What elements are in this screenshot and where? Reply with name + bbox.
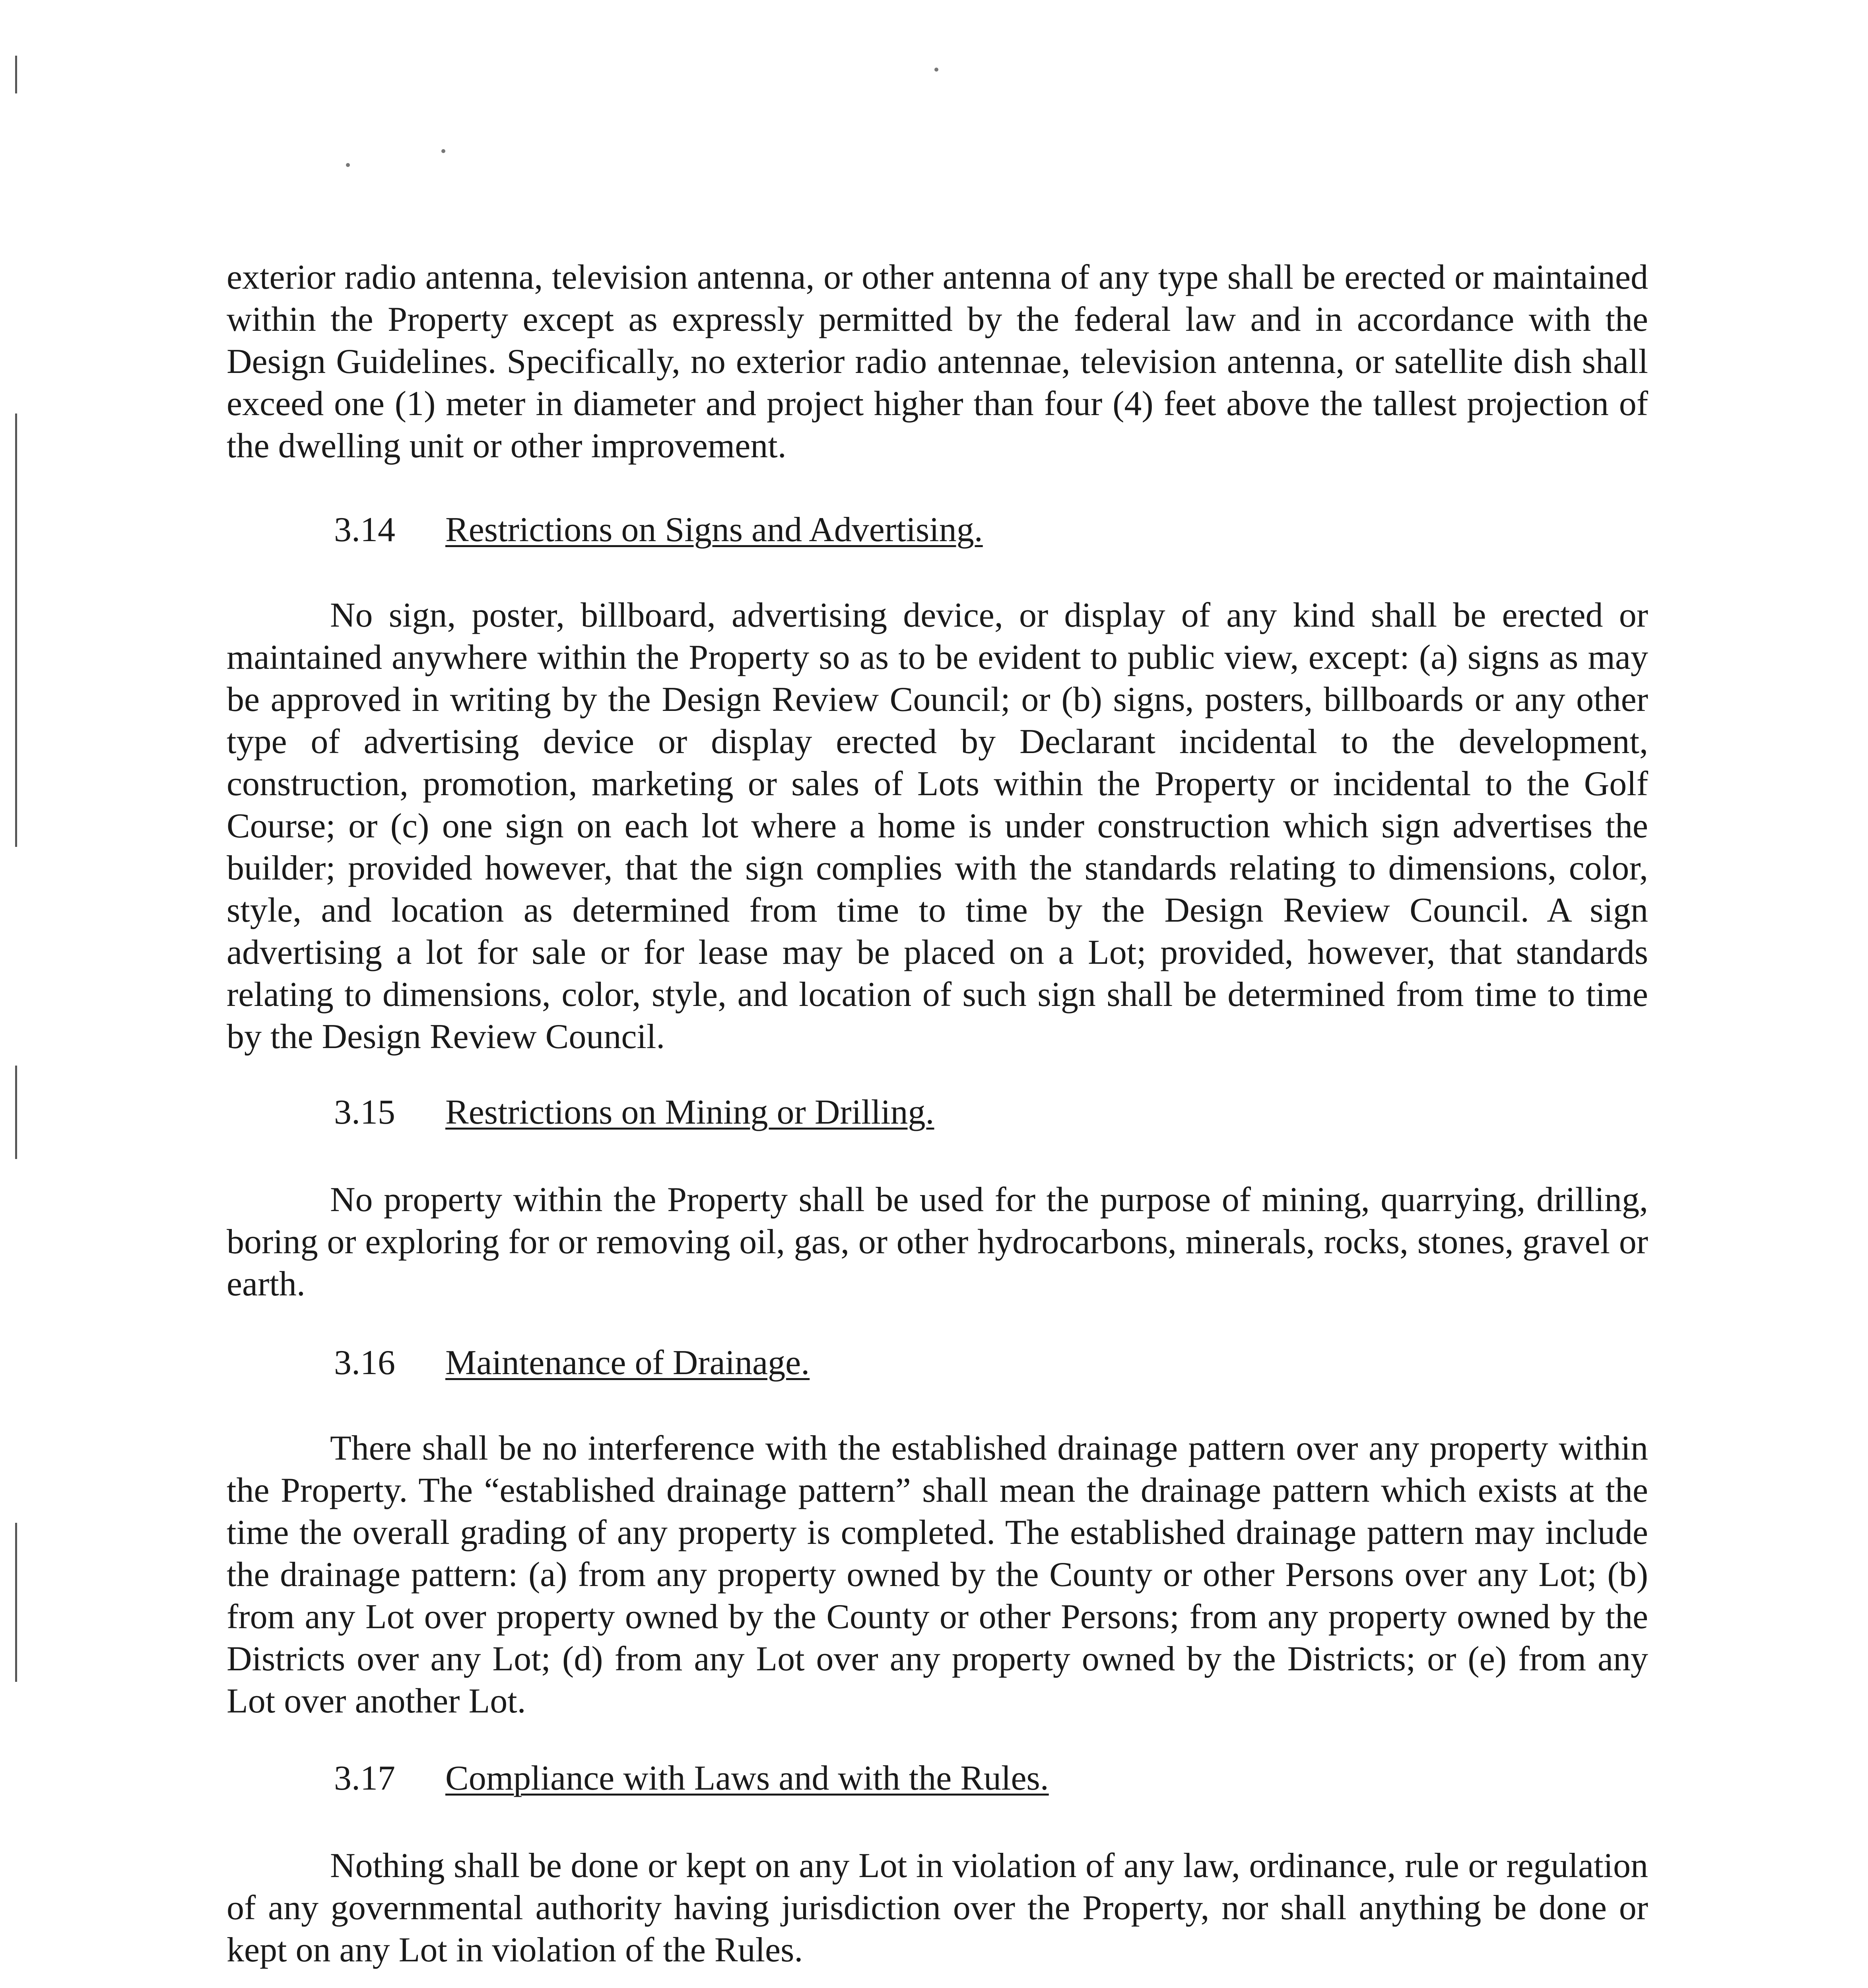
scan-mark (15, 1066, 17, 1159)
section-body-3-14: No sign, poster, billboard, advertising device, or display of any kind shall be erected or maintained anywhere within the Property so as to be evident to public view, except: (a) signs as may be approved in writing by the Design Review Council; or (b) signs, posters, billboards or any other type of advertising device or display erected by Declarant incidental to the development, construction, promotion, marketing or sales of Lots within the Property or incidental to the Golf Course; or (c) one sign on each lot where a home is under construction which sign advertises the builder; provided however, that the sign complies with the standards relating to dimensions, color, style, and location as determined from time to time by the Design Review Council. A sign advertising a lot for sale or for lease may be placed on a Lot; provided, however, that standards relating to dimensions, color, style, and location of such sign shall be determined from time to time by the Design Review Council. (227, 596, 1648, 1056)
scan-mark (15, 1523, 17, 1682)
section-heading-3-15 (334, 1091, 934, 1134)
section-title: Restrictions on Mining or Drilling. (445, 1093, 934, 1132)
scan-mark (15, 414, 17, 847)
section-title: Compliance with Laws and with the Rules. (445, 1759, 1049, 1798)
section-number: 3.14 (334, 511, 395, 549)
section-body-3-15: No property within the Property shall be used for the purpose of mining, quarrying, drilling, boring or exploring for or removing oil, gas, or other hydrocarbons, minerals, rocks, stones, gravel or earth. (227, 1180, 1648, 1303)
section-number: 3.17 (334, 1759, 395, 1798)
scan-dot (346, 163, 350, 167)
section-number: 3.15 (334, 1093, 395, 1132)
intro-paragraph: exterior radio antenna, television antenna, or other antenna of any type shall be erected or maintained within the Property except as expressly permitted by the federal law and in accordance with the Design Guidelines. Specifically, no exterior radio antennae, television antenna, or satellite dish shall exceed one (1) meter in diameter and project higher than four (4) feet above the tallest projection of the dwelling unit or other improvement. (227, 258, 1648, 465)
section-title: Maintenance of Drainage. (445, 1343, 810, 1382)
section-title: Restrictions on Signs and Advertising. (445, 511, 983, 549)
scan-dot (441, 149, 445, 153)
section-body-3-16: There shall be no interference with the established drainage pattern over any property within the Property. The “established drainage pattern” shall mean the drainage pattern which exists at the time the overall grading of any property is completed. The established drainage pattern may include the drainage pattern: (a) from any property owned by the County or other Persons over any Lot; (b) from any Lot over property owned by the County or other Persons; from any property owned by the Districts over any Lot; (d) from any Lot over any property owned by the Districts; or (e) from any Lot over another Lot. (227, 1429, 1648, 1720)
scan-dot (934, 68, 938, 72)
scan-mark (15, 56, 17, 93)
section-heading-3-14 (334, 509, 983, 551)
section-heading-3-16 (334, 1342, 810, 1384)
section-number: 3.16 (334, 1343, 395, 1382)
section-body-3-17: Nothing shall be done or kept on any Lot in violation of any law, ordinance, rule or regulation of any governmental authority having jurisdiction over the Property, nor shall anything be done or kept on any Lot in violation of the Rules. (227, 1846, 1648, 1969)
section-heading-3-17 (334, 1757, 1049, 1800)
